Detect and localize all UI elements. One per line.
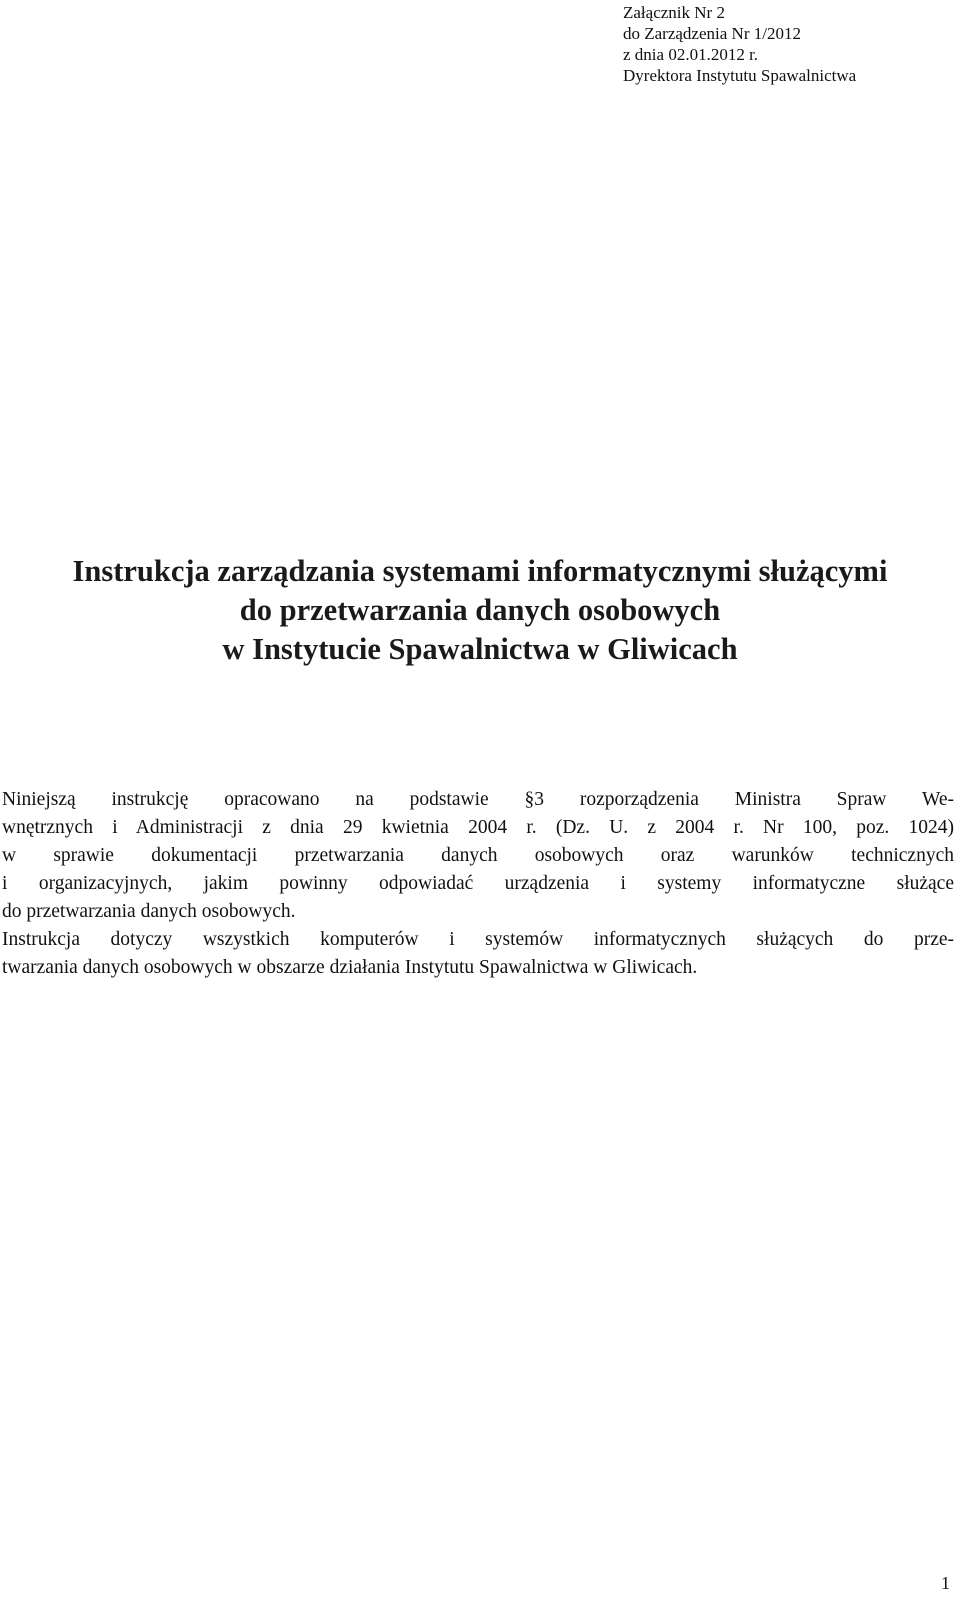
body-line: do przetwarzania danych osobowych. [2, 901, 296, 922]
body-line: twarzania danych osobowych w obszarze działania Instytutu Spawalnictwa w Gliwicach. [2, 957, 698, 978]
body-line: Instrukcja dotyczy wszystkich komputerów i systemów informatycznych służących do prze- [2, 929, 954, 950]
title-line-3: w Instytucie Spawalnictwa w Gliwicach [222, 632, 738, 666]
annex-header [623, 2, 856, 86]
body-line: Niniejszą instrukcję opracowano na podstawie §3 rozporządzenia Ministra Spraw We- [2, 789, 954, 810]
body-line: i organizacyjnych, jakim powinny odpowiadać urządzenia i systemy informatyczne służące [2, 873, 954, 894]
title-line-2: do przetwarzania danych osobowych [239, 593, 721, 627]
document-body [2, 786, 954, 982]
body-line: w sprawie dokumentacji przetwarzania danych osobowych oraz warunków technicznych [2, 845, 954, 866]
page-number: 1 [941, 1573, 950, 1593]
annex-issuer: Dyrektora Instytutu Spawalnictwa [623, 66, 857, 85]
annex-ordinance: do Zarządzenia Nr 1/2012 [623, 24, 801, 43]
title-line-1: Instrukcja zarządzania systemami informatycznymi służącymi [72, 554, 888, 588]
document-title [0, 552, 960, 669]
body-line: wnętrznych i Administracji z dnia 29 kwietnia 2004 r. (Dz. U. z 2004 r. Nr 100, poz. 1024) [2, 817, 954, 838]
annex-date: z dnia 02.01.2012 r. [623, 45, 759, 64]
paragraph-scope [2, 926, 954, 982]
annex-number: Załącznik Nr 2 [623, 3, 725, 22]
paragraph-legal-basis [2, 786, 954, 926]
